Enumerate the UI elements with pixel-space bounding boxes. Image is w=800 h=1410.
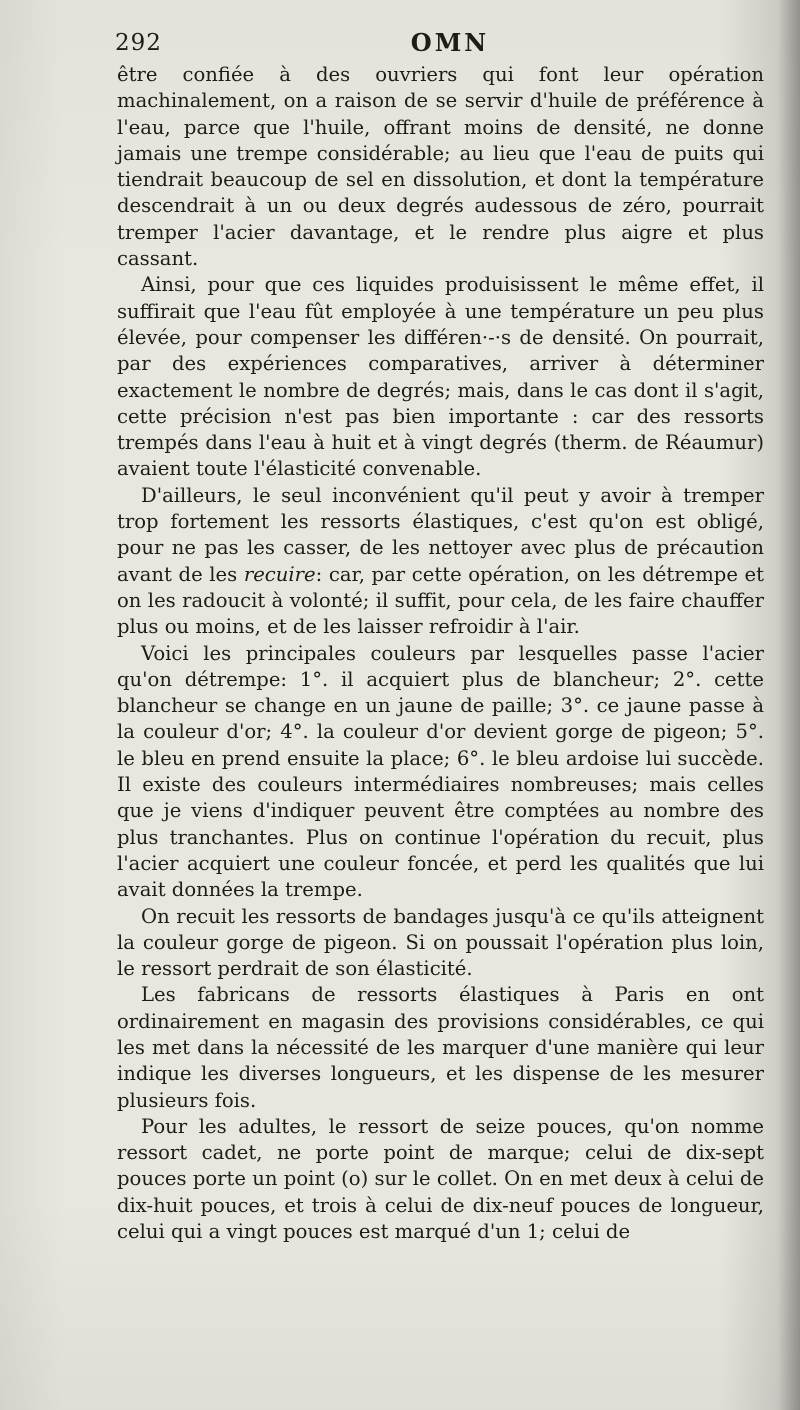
paragraph-3-tail: : car, par cette opération, on les détrempe et on les radoucit à volonté; il suffit, pour cela, de les faire chauffer plus ou moins, et de les laisser refroidir à l'air. <box>117 562 764 639</box>
paragraph-3-italic: recuire <box>243 562 316 586</box>
page-number: 292 <box>115 30 162 56</box>
paragraph-3 <box>117 483 764 641</box>
paragraph-3-text: D'ailleurs, le seul inconvénient qu'il peut y avoir à tremper trop fortement les ressorts élastiques, c'est qu'on est obligé, pour ne pas les casser, de les nettoyer avec plus de précaution avant de les <box>117 483 764 586</box>
page-header <box>115 28 785 60</box>
page-edge-shadow <box>778 0 800 1410</box>
paragraph-2: Ainsi, pour que ces liquides produisissent le même effet, il suffirait que l'eau fût employée à une température un peu plus élevée, pour compenser les différen·-·s de densité. On pourrait, par des expériences comparatives, arriver à déterminer exactement le nombre de degrés; mais, dans le cas dont il s'agit, cette précision n'est pas bien importante : car des ressorts trempés dans l'eau à huit et à vingt degrés (therm. de Réaumur) avaient toute l'élasticité convenable. <box>117 273 764 481</box>
paragraph-4: Voici les principales couleurs par lesquelles passe l'acier qu'on détrempe: 1°. il acquiert plus de blancheur; 2°. cette blancheur se change en un jaune de paille; 3°. ce jaune passe à la couleur d'or; 4°. la couleur d'or devient gorge de pigeon; 5°. le bleu en prend ensuite la place; 6°. le bleu ardoise lui succède. Il existe des couleurs intermédiaires nombreuses; mais celles que je viens d'indiquer peuvent être comptées au nombre des plus tranchantes. Plus on continue l'opération du recuit, plus l'acier acquiert une couleur foncée, et perd les qualités que lui avait données la trempe. <box>117 641 764 902</box>
paragraph-5: On recuit les ressorts de bandages jusqu'à ce qu'ils atteignent la couleur gorge de pigeon. Si on poussait l'opération plus loin, le ressort perdrait de son élasticité. <box>117 904 764 981</box>
paragraph-1: être confiée à des ouvriers qui font leur opération machinalement, on a raison de se servir d'huile de préférence à l'eau, parce que l'huile, offrant moins de densité, ne donne jamais une trempe considérable; au lieu que l'eau de puits qui tiendrait beaucoup de sel en dissolution, et dont la température descendrait à un ou deux degrés audessous de zéro, pourrait tremper l'acier davantage, et le rendre plus aigre et plus cassant. <box>117 63 764 271</box>
paragraph-6: Les fabricans de ressorts élastiques à Paris en ont ordinairement en magasin des provisions considérables, ce qui les met dans la nécessité de les marquer d'une manière qui leur indique les diverses longueurs, et les dispense de les mesurer plusieurs fois. <box>117 983 764 1112</box>
paragraph-7: Pour les adultes, le ressort de seize pouces, qu'on nomme ressort cadet, ne porte point de marque; celui de dix-sept pouces porte un point (o) sur le collet. On en met deux à celui de dix-huit pouces, et trois à celui de dix-neuf pouces de longueur, celui qui a vingt pouces est marqué d'un 1; celui de <box>117 1114 764 1244</box>
running-head: OMN <box>410 28 490 57</box>
body-text <box>117 62 764 1245</box>
